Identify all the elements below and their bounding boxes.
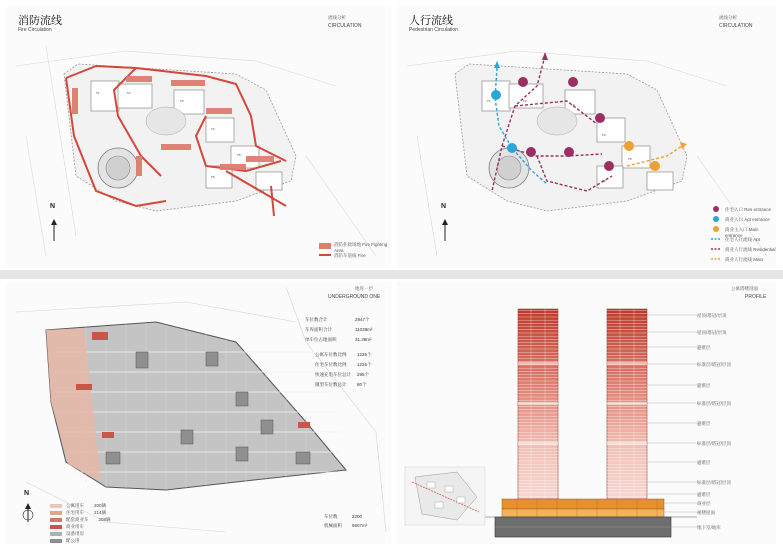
profile-label-0: 屋顶/塔冠/层顶 [697,313,727,318]
ug-footer-value-0: 2200 [352,514,363,519]
fire-tag-zh: 流线分析 [328,15,346,20]
ped-legend-apt-entrance: 商业入口 Apt entrance [725,217,770,222]
ped-title-zh: 人行流线 [409,14,453,27]
fire-title-zh: 消防流线 [18,14,62,27]
profile-label-10: 避难层 [697,492,711,497]
ug-stat-value-1: 11038m² [355,327,373,332]
ped-title-en: Pedestrian Circulation [409,27,458,33]
svg-text:T6: T6 [602,179,606,183]
profile-label-1: 屋顶/塔冠/层顶 [697,330,727,335]
ug-legend-swatch [50,532,62,536]
ug-legend-row [50,531,84,537]
ug-stat-label-2: 单车位占地面积 [305,337,337,342]
ug-legend-label: 住宅用车 [66,510,84,515]
pedestrian-site-plan [397,6,777,268]
ug-legend-value: 208辆 [98,517,111,522]
svg-text:T3: T3 [180,99,184,103]
fire-north-arrow: N [50,203,56,210]
panel-separator [0,270,783,279]
ug-legend-label: 配套商业车 [66,517,89,522]
ug-legend-value: 200辆 [94,503,107,508]
ped-legend-apt-flow: 住宅人行流线 Apt [725,237,761,242]
ug-stat-value-6: 80个 [357,382,367,387]
profile-section-panel [397,282,777,544]
ug-stat-label-3: 公寓车位数比例 [315,352,347,357]
ug-legend-swatch [50,518,62,522]
ug-legend-swatch [50,511,62,515]
ug-legend-swatch [50,539,62,543]
ug-legend-row [50,524,84,530]
svg-text:T2: T2 [523,99,527,103]
ug-stat-label-1: 车库面积合计 [305,327,332,332]
ug-legend-label: 设备用房 [66,531,84,536]
fire-circulation-panel [6,6,391,268]
svg-text:T5: T5 [237,153,241,157]
svg-text:T4: T4 [211,127,215,131]
svg-text:T2: T2 [127,91,131,95]
ug-stat-value-2: 31.38m² [355,337,372,342]
svg-text:T6: T6 [211,175,215,179]
ug-footer-value-1: 6607m² [352,523,368,528]
profile-label-5: 标准层/塔冠/层顶 [697,401,731,406]
ug-stat-label-4: 住宅车位数比例 [315,362,347,367]
ug-legend-row [50,503,106,509]
ped-legend-res-flow: 商业人行流线 Residential [725,247,776,252]
svg-text:T4: T4 [602,133,606,137]
ug-legend-row [50,510,106,516]
ped-north-arrow: N [441,203,447,210]
ug-footer-label-0: 车位数 [324,514,338,519]
ug-tag-zh: 地库一层 [355,286,373,291]
fire-title-en: Fire Circulation [18,27,52,33]
profile-label-6: 避难层 [697,421,711,426]
ped-legend-res-entrance: 住宅入口 Res entrance [725,207,772,212]
tower-section-drawing [397,282,777,544]
ug-legend-value: 214辆 [94,510,107,515]
ped-tag-zh: 流线分析 [719,15,737,20]
profile-label-12: 裙楼屋面 [697,510,715,515]
profile-label-4: 避难层 [697,383,711,388]
ug-legend-row [50,517,111,523]
svg-text:T3: T3 [571,103,575,107]
ug-legend-label: 公寓用车 [66,503,84,508]
fire-legend-area: 消防扑救场地 Fire Fighting Area [334,242,388,253]
ug-stat-value-4: 1226个 [357,362,372,367]
ug-footer-label-1: 机械面积 [324,523,342,528]
ug-legend-label: 配公用 [66,538,80,543]
ug-stat-value-0: 2947个 [355,317,370,322]
svg-text:T5: T5 [628,157,632,161]
fire-legend-route: 消防车道线 Fire [334,253,366,258]
ug-legend-label: 商业用车 [66,524,84,529]
ug-tag-en: UNDERGROUND ONE [328,294,381,300]
profile-tag-en: PROFILE [745,294,767,300]
ug-legend-swatch [50,504,62,508]
profile-tag-zh: 公寓塔楼剖面 [731,286,758,291]
profile-label-11: 商业层 [697,501,711,506]
ug-stat-label-6: 微型车位数总计 [315,382,347,387]
fire-site-plan [6,6,391,268]
ug-stat-value-5: 295个 [357,372,370,377]
ug-stat-label-0: 车位数合计 [305,317,328,322]
profile-label-13: 地下室/地库 [697,525,721,530]
svg-text:T1: T1 [96,91,100,95]
profile-label-9: 标准层/塔冠/层顶 [697,480,731,485]
underground-plan-panel [6,282,391,544]
profile-label-3: 标准层/塔冠/层顶 [697,362,731,367]
ug-legend-row [50,538,80,544]
svg-text:T1: T1 [487,99,491,103]
ped-legend-main-flow: 商业人行流线 Main [725,257,764,262]
profile-label-8: 避难层 [697,460,711,465]
ug-stat-value-3: 1226个 [357,352,372,357]
profile-label-2: 避难层 [697,345,711,350]
ped-legend-main-entrance: 商业主入口 Main entrance [725,227,759,238]
ug-stat-label-5: 快速充电车位总计 [315,372,351,377]
pedestrian-circulation-panel [397,6,777,268]
ped-tag-en: CIRCULATION [719,23,753,29]
ug-legend-swatch [50,525,62,529]
profile-label-7: 标准层/塔冠/层顶 [697,441,731,446]
ug-north-arrow: N [24,490,30,497]
fire-tag-en: CIRCULATION [328,23,362,29]
